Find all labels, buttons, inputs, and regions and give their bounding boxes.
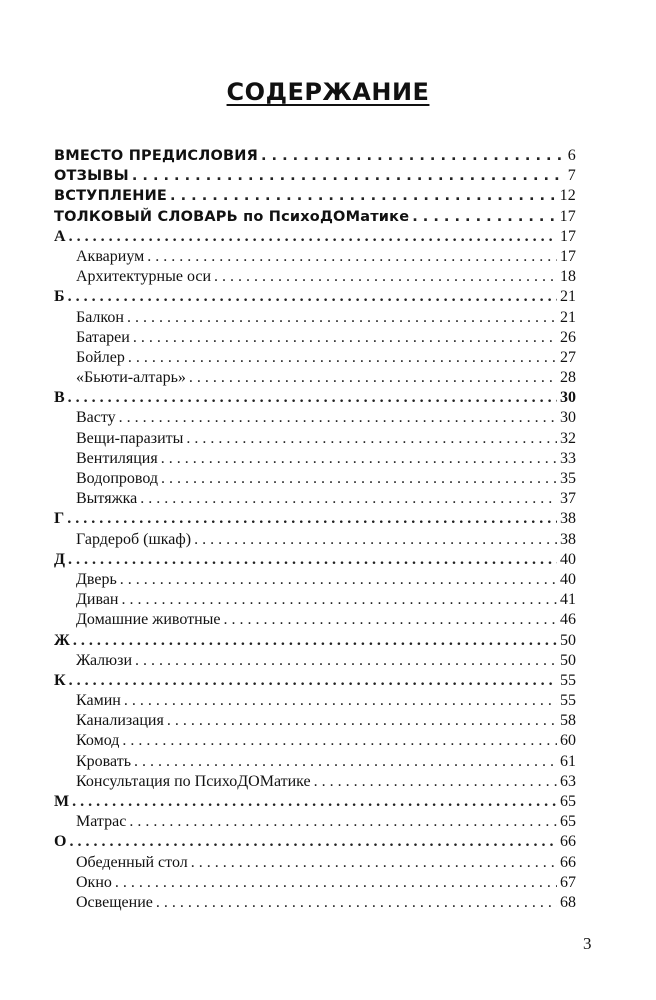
toc-entry-page: 38 bbox=[560, 530, 576, 548]
toc-leader-dots bbox=[186, 429, 557, 449]
toc-entry bbox=[54, 146, 576, 166]
toc-leader-dots bbox=[261, 146, 565, 166]
toc-entry-label: А bbox=[54, 227, 66, 245]
toc-entry-page: 40 bbox=[560, 550, 576, 568]
toc-entry-page: 26 bbox=[560, 328, 576, 346]
toc-entry-label: Батареи bbox=[76, 328, 130, 346]
toc-entry bbox=[54, 570, 576, 590]
toc-entry-page: 35 bbox=[560, 470, 576, 487]
toc-entry bbox=[54, 267, 576, 287]
toc-entry-label: М bbox=[54, 793, 70, 810]
toc-entry bbox=[54, 873, 576, 893]
toc-entry bbox=[54, 832, 576, 852]
toc-entry-page: 12 bbox=[559, 187, 576, 205]
toc-entry bbox=[54, 651, 576, 671]
toc-entry-label: Освещение bbox=[76, 893, 153, 911]
toc-entry-label: Диван bbox=[76, 591, 119, 609]
toc-entry bbox=[54, 792, 576, 812]
toc-entry-label: Матрас bbox=[76, 813, 127, 831]
toc-leader-dots bbox=[135, 651, 557, 671]
toc-entry bbox=[54, 772, 576, 792]
toc-entry-label: Б bbox=[54, 288, 65, 306]
toc-entry-page: 33 bbox=[560, 449, 576, 467]
toc-entry-page: 55 bbox=[560, 671, 576, 689]
toc-entry-page: 30 bbox=[560, 409, 576, 427]
toc-entry-page: 41 bbox=[560, 591, 576, 609]
toc-entry-label: В bbox=[54, 389, 65, 407]
toc-leader-dots bbox=[72, 792, 557, 812]
toc-entry-label: Канализация bbox=[76, 712, 164, 730]
toc-leader-dots bbox=[161, 449, 557, 469]
toc-entry-page: 55 bbox=[560, 692, 576, 710]
toc-entry-label: Вещи-паразиты bbox=[76, 429, 184, 447]
toc-entry-page: 66 bbox=[560, 833, 576, 851]
toc-leader-dots bbox=[128, 348, 557, 368]
page-number: 3 bbox=[583, 934, 592, 953]
toc-leader-dots bbox=[121, 590, 557, 610]
toc-entry bbox=[54, 489, 576, 509]
toc-entry-page: 40 bbox=[560, 570, 576, 588]
toc-entry-label: Жалюзи bbox=[76, 651, 132, 669]
toc-leader-dots bbox=[140, 489, 557, 509]
toc-entry-label: Ж bbox=[54, 631, 70, 649]
toc-entry bbox=[54, 731, 576, 751]
toc-entry-page: 67 bbox=[560, 873, 576, 891]
toc-entry-page: 68 bbox=[560, 893, 576, 911]
toc-leader-dots bbox=[134, 752, 557, 772]
toc-entry-label: Комод bbox=[76, 732, 120, 750]
toc-entry-label: ТОЛКОВЫЙ СЛОВАРЬ по ПсихоДОМатике bbox=[54, 208, 410, 225]
toc-entry-page: 58 bbox=[560, 712, 576, 730]
toc-leader-dots bbox=[156, 893, 557, 913]
toc-entry-page: 38 bbox=[560, 510, 576, 528]
toc-entry bbox=[54, 328, 576, 348]
toc-entry bbox=[54, 671, 576, 691]
toc-entry-label: ВСТУПЛЕНИЕ bbox=[54, 188, 168, 205]
toc-entry-page: 50 bbox=[560, 651, 576, 669]
toc-entry-label: Консультация по ПсихоДОМатике bbox=[76, 772, 311, 790]
toc-leader-dots bbox=[124, 691, 557, 711]
toc-entry-label: Бойлер bbox=[76, 348, 125, 366]
toc-entry bbox=[54, 429, 576, 449]
toc-entry-label: Камин bbox=[76, 692, 121, 710]
toc-entry-page: 17 bbox=[560, 247, 576, 265]
toc-leader-dots bbox=[412, 207, 556, 227]
toc-entry-label: Архитектурные оси bbox=[76, 268, 212, 286]
toc-leader-dots bbox=[170, 186, 557, 206]
toc-leader-dots bbox=[68, 287, 557, 307]
toc-entry-label: ОТЗЫВЫ bbox=[54, 168, 129, 185]
toc-entry-label: Г bbox=[54, 510, 65, 528]
toc-entry-label: Дверь bbox=[76, 570, 117, 588]
toc-leader-dots bbox=[167, 711, 557, 731]
toc-entry-page: 7 bbox=[567, 167, 576, 185]
toc-entry-page: 61 bbox=[560, 752, 576, 770]
toc-entry-page: 66 bbox=[560, 853, 576, 871]
toc-leader-dots bbox=[132, 166, 565, 186]
toc-entry-label: Водопровод bbox=[76, 470, 159, 487]
toc-entry-label: Окно bbox=[76, 873, 112, 891]
toc-leader-dots bbox=[133, 328, 557, 348]
toc-entry-label: К bbox=[54, 671, 66, 689]
toc-entry bbox=[54, 550, 576, 570]
toc-leader-dots bbox=[161, 469, 557, 489]
toc-entry bbox=[54, 631, 576, 651]
toc-leader-dots bbox=[73, 631, 557, 651]
toc-entry-page: 27 bbox=[560, 348, 576, 366]
toc-entry-page: 65 bbox=[560, 813, 576, 831]
toc-entry-label: Домашние животные bbox=[76, 611, 221, 629]
toc-entry-page: 46 bbox=[560, 611, 576, 629]
toc-entry-page: 21 bbox=[560, 288, 576, 306]
page-title-text: СОДЕРЖАНИЕ bbox=[226, 78, 430, 106]
toc-entry-label: «Бьюти-алтарь» bbox=[76, 369, 186, 387]
toc-leader-dots bbox=[69, 671, 557, 691]
toc-entry bbox=[54, 469, 576, 489]
toc-entry-label: Вытяжка bbox=[76, 490, 138, 508]
toc-entry-page: 6 bbox=[567, 147, 576, 164]
toc-leader-dots bbox=[119, 408, 557, 428]
toc-entry bbox=[54, 308, 576, 328]
toc-leader-dots bbox=[314, 772, 557, 792]
toc-entry bbox=[54, 408, 576, 428]
toc-entry-page: 21 bbox=[560, 308, 576, 326]
toc-entry bbox=[54, 691, 576, 711]
toc-entry bbox=[54, 752, 576, 772]
toc-entry bbox=[54, 227, 576, 247]
toc-entry-label: Васту bbox=[76, 409, 116, 427]
toc-leader-dots bbox=[69, 832, 557, 852]
toc-entry bbox=[54, 711, 576, 731]
toc-entry bbox=[54, 348, 576, 368]
toc-leader-dots bbox=[147, 247, 557, 267]
toc-entry-page: 17 bbox=[559, 207, 576, 225]
toc-leader-dots bbox=[68, 388, 557, 408]
toc-entry-page: 60 bbox=[560, 732, 576, 750]
toc-entry-page: 50 bbox=[560, 631, 576, 649]
toc-leader-dots bbox=[189, 368, 557, 388]
toc-entry bbox=[54, 449, 576, 469]
toc-leader-dots bbox=[120, 570, 557, 590]
toc-entry bbox=[54, 893, 576, 913]
toc-entry-label: Обеденный стол bbox=[76, 853, 188, 871]
toc-entry-label: О bbox=[54, 833, 67, 851]
toc-leader-dots bbox=[127, 308, 557, 328]
toc-entry-label: Вентиляция bbox=[76, 449, 158, 467]
toc-entry bbox=[54, 247, 576, 267]
page-title bbox=[0, 78, 656, 106]
toc-entry bbox=[54, 388, 576, 408]
toc-leader-dots bbox=[214, 267, 557, 287]
toc-entry bbox=[54, 166, 576, 186]
table-of-contents bbox=[54, 146, 576, 913]
toc-leader-dots bbox=[115, 873, 557, 893]
toc-entry-label: Балкон bbox=[76, 308, 124, 326]
toc-leader-dots bbox=[191, 853, 557, 873]
toc-entry-label: Аквариум bbox=[76, 247, 145, 265]
toc-leader-dots bbox=[224, 610, 557, 630]
toc-entry bbox=[54, 590, 576, 610]
toc-leader-dots bbox=[129, 812, 557, 832]
toc-entry-page: 37 bbox=[560, 490, 576, 508]
toc-entry bbox=[54, 207, 576, 227]
toc-entry bbox=[54, 812, 576, 832]
toc-entry-page: 32 bbox=[560, 429, 576, 447]
toc-entry-page: 18 bbox=[560, 268, 576, 286]
toc-entry bbox=[54, 509, 576, 529]
toc-leader-dots bbox=[68, 550, 557, 570]
toc-entry bbox=[54, 530, 576, 550]
toc-entry bbox=[54, 853, 576, 873]
toc-leader-dots bbox=[122, 731, 557, 751]
toc-entry bbox=[54, 287, 576, 307]
toc-entry bbox=[54, 610, 576, 630]
toc-entry-label: Д bbox=[54, 550, 66, 568]
toc-entry-label: ВМЕСТО ПРЕДИСЛОВИЯ bbox=[54, 148, 258, 164]
toc-entry-label: Гардероб (шкаф) bbox=[76, 530, 192, 548]
toc-entry bbox=[54, 368, 576, 388]
toc-entry bbox=[54, 186, 576, 206]
toc-entry-page: 65 bbox=[560, 793, 576, 810]
toc-entry-label: Кровать bbox=[76, 752, 131, 770]
toc-entry-page: 28 bbox=[560, 369, 576, 387]
toc-leader-dots bbox=[69, 227, 557, 247]
toc-leader-dots bbox=[194, 530, 557, 550]
toc-entry-page: 17 bbox=[560, 227, 576, 245]
toc-entry-page: 63 bbox=[560, 772, 576, 790]
toc-entry-page: 30 bbox=[560, 389, 576, 407]
toc-leader-dots bbox=[67, 509, 557, 529]
